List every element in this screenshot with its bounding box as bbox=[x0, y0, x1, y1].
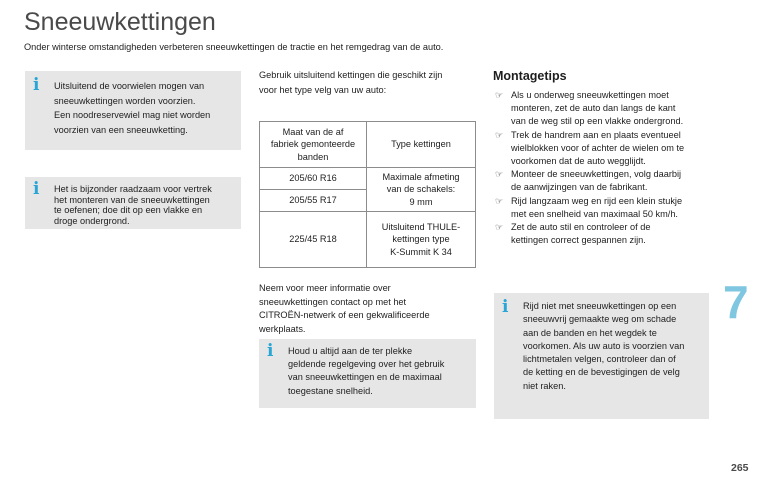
table-header-tire-size: Maat van de af fabriek gemonteerde banden bbox=[260, 122, 367, 168]
list-item: ☞ Rijd langzaam weg en rijd een klein stukje met een snelheid van maximaal 50 km/h. bbox=[495, 195, 683, 219]
table-cell-size: 225/45 R18 bbox=[260, 212, 367, 268]
table-cell-chain: Uitsluitend THULE- kettingen type K-Summit K 34 bbox=[367, 212, 476, 268]
note-line: Houd u altijd aan de ter plekke bbox=[288, 346, 413, 356]
note-line: te oefenen; doe dit op een vlakke en bbox=[54, 205, 203, 215]
chains-intro bbox=[259, 68, 484, 97]
pointing-hand-icon: ☞ bbox=[495, 129, 504, 140]
para-line: sneeuwkettingen contact op met het bbox=[259, 296, 407, 307]
note-line: toegestane snelheid. bbox=[288, 385, 373, 396]
note-line: Rijd niet met sneeuwkettingen op een bbox=[523, 301, 677, 311]
chain-table bbox=[259, 121, 476, 268]
para-line: voor het type velg van uw auto: bbox=[259, 84, 387, 95]
pointing-hand-icon: ☞ bbox=[495, 169, 504, 180]
table-cell-size: 205/55 R17 bbox=[260, 190, 367, 212]
list-item: ☞ Zet de auto stil en controleer of de kettingen correct gespannen zijn. bbox=[495, 222, 651, 246]
note-line: voorkomen. Als uw auto is voorzien van bbox=[523, 340, 685, 351]
info-icon: i bbox=[33, 179, 40, 199]
note-regulations bbox=[259, 339, 476, 408]
note-line: lichtmetalen velgen, controleer dan of bbox=[523, 354, 676, 365]
note-practice bbox=[25, 177, 241, 229]
table-header-chain-type: Type kettingen bbox=[367, 122, 476, 168]
list-item: ☞ Als u onderweg sneeuwkettingen moet monteren, zet de auto dan langs de kant van de weg stil op een vlakke ondergrond. bbox=[495, 90, 684, 127]
note-line: sneeuwvrij gemaakte weg om schade bbox=[523, 314, 677, 325]
more-info bbox=[259, 282, 484, 336]
pointing-hand-icon: ☞ bbox=[495, 90, 504, 100]
page-number: 265 bbox=[731, 462, 749, 474]
info-icon: i bbox=[267, 341, 274, 361]
note-line: van sneeuwkettingen en de maximaal bbox=[288, 372, 442, 383]
pointing-hand-icon: ☞ bbox=[495, 195, 504, 206]
page-title: Sneeuwkettingen bbox=[24, 8, 216, 36]
note-no-snow bbox=[494, 293, 709, 419]
para-line: Neem voor meer informatie over bbox=[259, 283, 391, 293]
note-line: Uitsluitend de voorwielen mogen van bbox=[54, 81, 205, 91]
note-line: geldende regelgeving over het gebruik bbox=[288, 359, 445, 370]
list-item: ☞ Monteer de sneeuwkettingen, volg daarbij de aanwijzingen van de fabrikant. bbox=[495, 169, 682, 193]
list-item: ☞ Trek de handrem aan en plaats eventueel wielblokken voor of achter de wielen om te voorkomen dat de auto wegglijdt. bbox=[495, 129, 685, 167]
tips-list bbox=[493, 89, 715, 247]
tips-heading: Montagetips bbox=[493, 69, 567, 83]
note-line: droge ondergrond. bbox=[54, 215, 130, 226]
info-icon: i bbox=[502, 297, 509, 317]
intro-text: Onder winterse omstandigheden verbeteren sneeuwkettingen de tractie en het remgedrag van de auto. bbox=[24, 42, 444, 52]
note-front-wheels bbox=[25, 71, 241, 150]
table-cell-size: 205/60 R16 bbox=[260, 168, 367, 190]
note-line: het monteren van de sneeuwkettingen bbox=[54, 194, 210, 205]
para-line: Gebruik uitsluitend kettingen die geschikt zijn bbox=[259, 70, 443, 80]
note-line: de ketting en de bevestigingen de velg bbox=[523, 367, 680, 378]
chapter-number: 7 bbox=[723, 276, 749, 328]
note-line: niet raken. bbox=[523, 380, 566, 391]
note-line: voorzien van een sneeuwketting. bbox=[54, 124, 188, 135]
pointing-hand-icon: ☞ bbox=[495, 222, 504, 233]
note-line: Een noodreservewiel mag niet worden bbox=[54, 110, 211, 120]
note-line: aan de banden en het wegdek te bbox=[523, 327, 657, 338]
para-line: CITROËN-netwerk of een gekwalificeerde bbox=[259, 310, 430, 321]
para-line: werkplaats. bbox=[259, 323, 306, 334]
table-cell-chain: Maximale afmeting van de schakels: 9 mm bbox=[367, 168, 476, 212]
note-line: Het is bijzonder raadzaam voor vertrek bbox=[54, 184, 212, 194]
info-icon: i bbox=[33, 75, 40, 95]
note-line: sneeuwkettingen worden voorzien. bbox=[54, 95, 196, 106]
